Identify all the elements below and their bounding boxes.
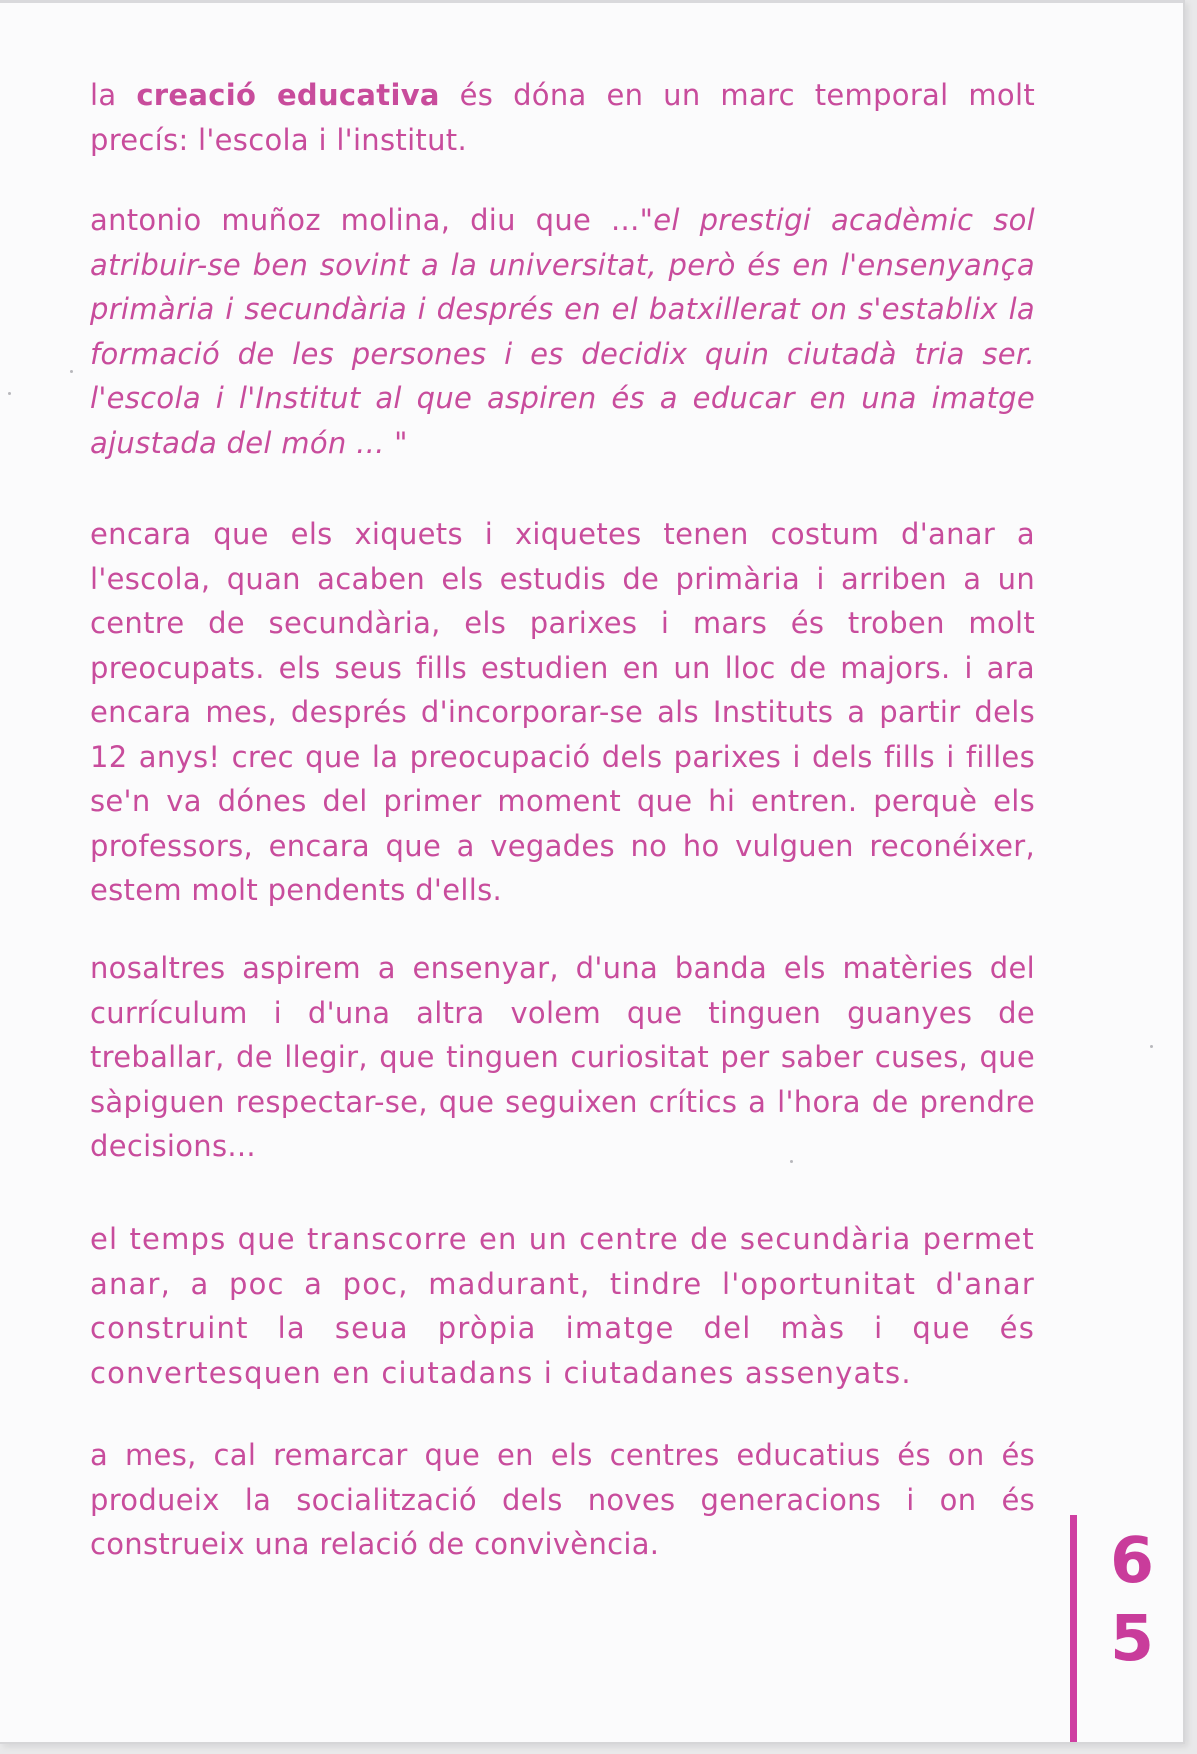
paragraph-3-text: encara que els xiquets i xiquetes tenen costum d'anar a l'escola, quan acaben els estudis de primària i arriben a un centre de secundària, els parixes i mars és troben molt preocupats. els seus fills estudien en un lloc de majors. i ara encara mes, després d'incorporar-se als Instituts a partir dels 12 anys! crec que la preocupació dels parixes i dels fills i filles se'n va dónes del primer moment que hi entren. perquè els professors, encara que a vegades no ho vulguen reconéixer, estem molt pendents d'ells. [90, 517, 1035, 907]
paper-speck [790, 1160, 793, 1163]
paragraph-1-emphasis: creació educativa [136, 78, 440, 112]
paragraph-2-intro: antonio muñoz molina, diu que ... [90, 203, 640, 237]
paper-speck [70, 370, 73, 373]
paragraph-2-quote: "el prestigi acadèmic sol atribuir-se ben sovint a la universitat, però és en l'ensenyança primària i secundària i després en el batxillerat on s'establix la formació de les persones i es decidix quin ciutadà tria ser. l'escola i l'Institut al que aspiren és a educar en una imatge ajustada del món ... " [90, 203, 1036, 460]
paragraph-1-lead: la [90, 78, 137, 112]
paragraph-4-text: nosaltres aspirem a ensenyar, d'una banda els matèries del currículum i d'una altra volem que tinguen guanyes de treballar, de llegir, que tinguen curiositat per saber cuses, que sàpiguen respectar-se, que seguixen crítics a l'hora de prendre decisions... [90, 951, 1035, 1163]
paper-speck [8, 392, 11, 395]
paragraph-4 [90, 946, 1035, 1169]
page-number-tens: 6 [1110, 1524, 1154, 1597]
page-number [1097, 1522, 1167, 1678]
paragraph-3 [90, 512, 1035, 913]
page-marker-bar [1070, 1515, 1077, 1742]
paragraph-5 [90, 1217, 1035, 1395]
paragraph-2 [90, 198, 1035, 465]
paragraph-1-rest: és dóna en un marc temporal molt precís: l'escola i l'institut. [90, 78, 1035, 157]
paragraph-5-text: el temps que transcorre en un centre de secundària permet anar, a poc a poc, madurant, tindre l'oportunitat d'anar construint la seua pròpia imatge del màs i que és convertesquen en ciutadans i ciutadanes assenyats. [90, 1222, 1035, 1390]
paragraph-6-text: a mes, cal remarcar que en els centres educatius és on és produeix la socialització dels noves generacions i on és construeix una relació de convivència. [90, 1438, 1035, 1561]
paragraph-6 [90, 1433, 1035, 1567]
paper-speck [1150, 1045, 1153, 1048]
paragraph-1 [90, 73, 1035, 162]
page-number-units: 5 [1110, 1602, 1154, 1675]
page-top-edge [0, 0, 1183, 3]
